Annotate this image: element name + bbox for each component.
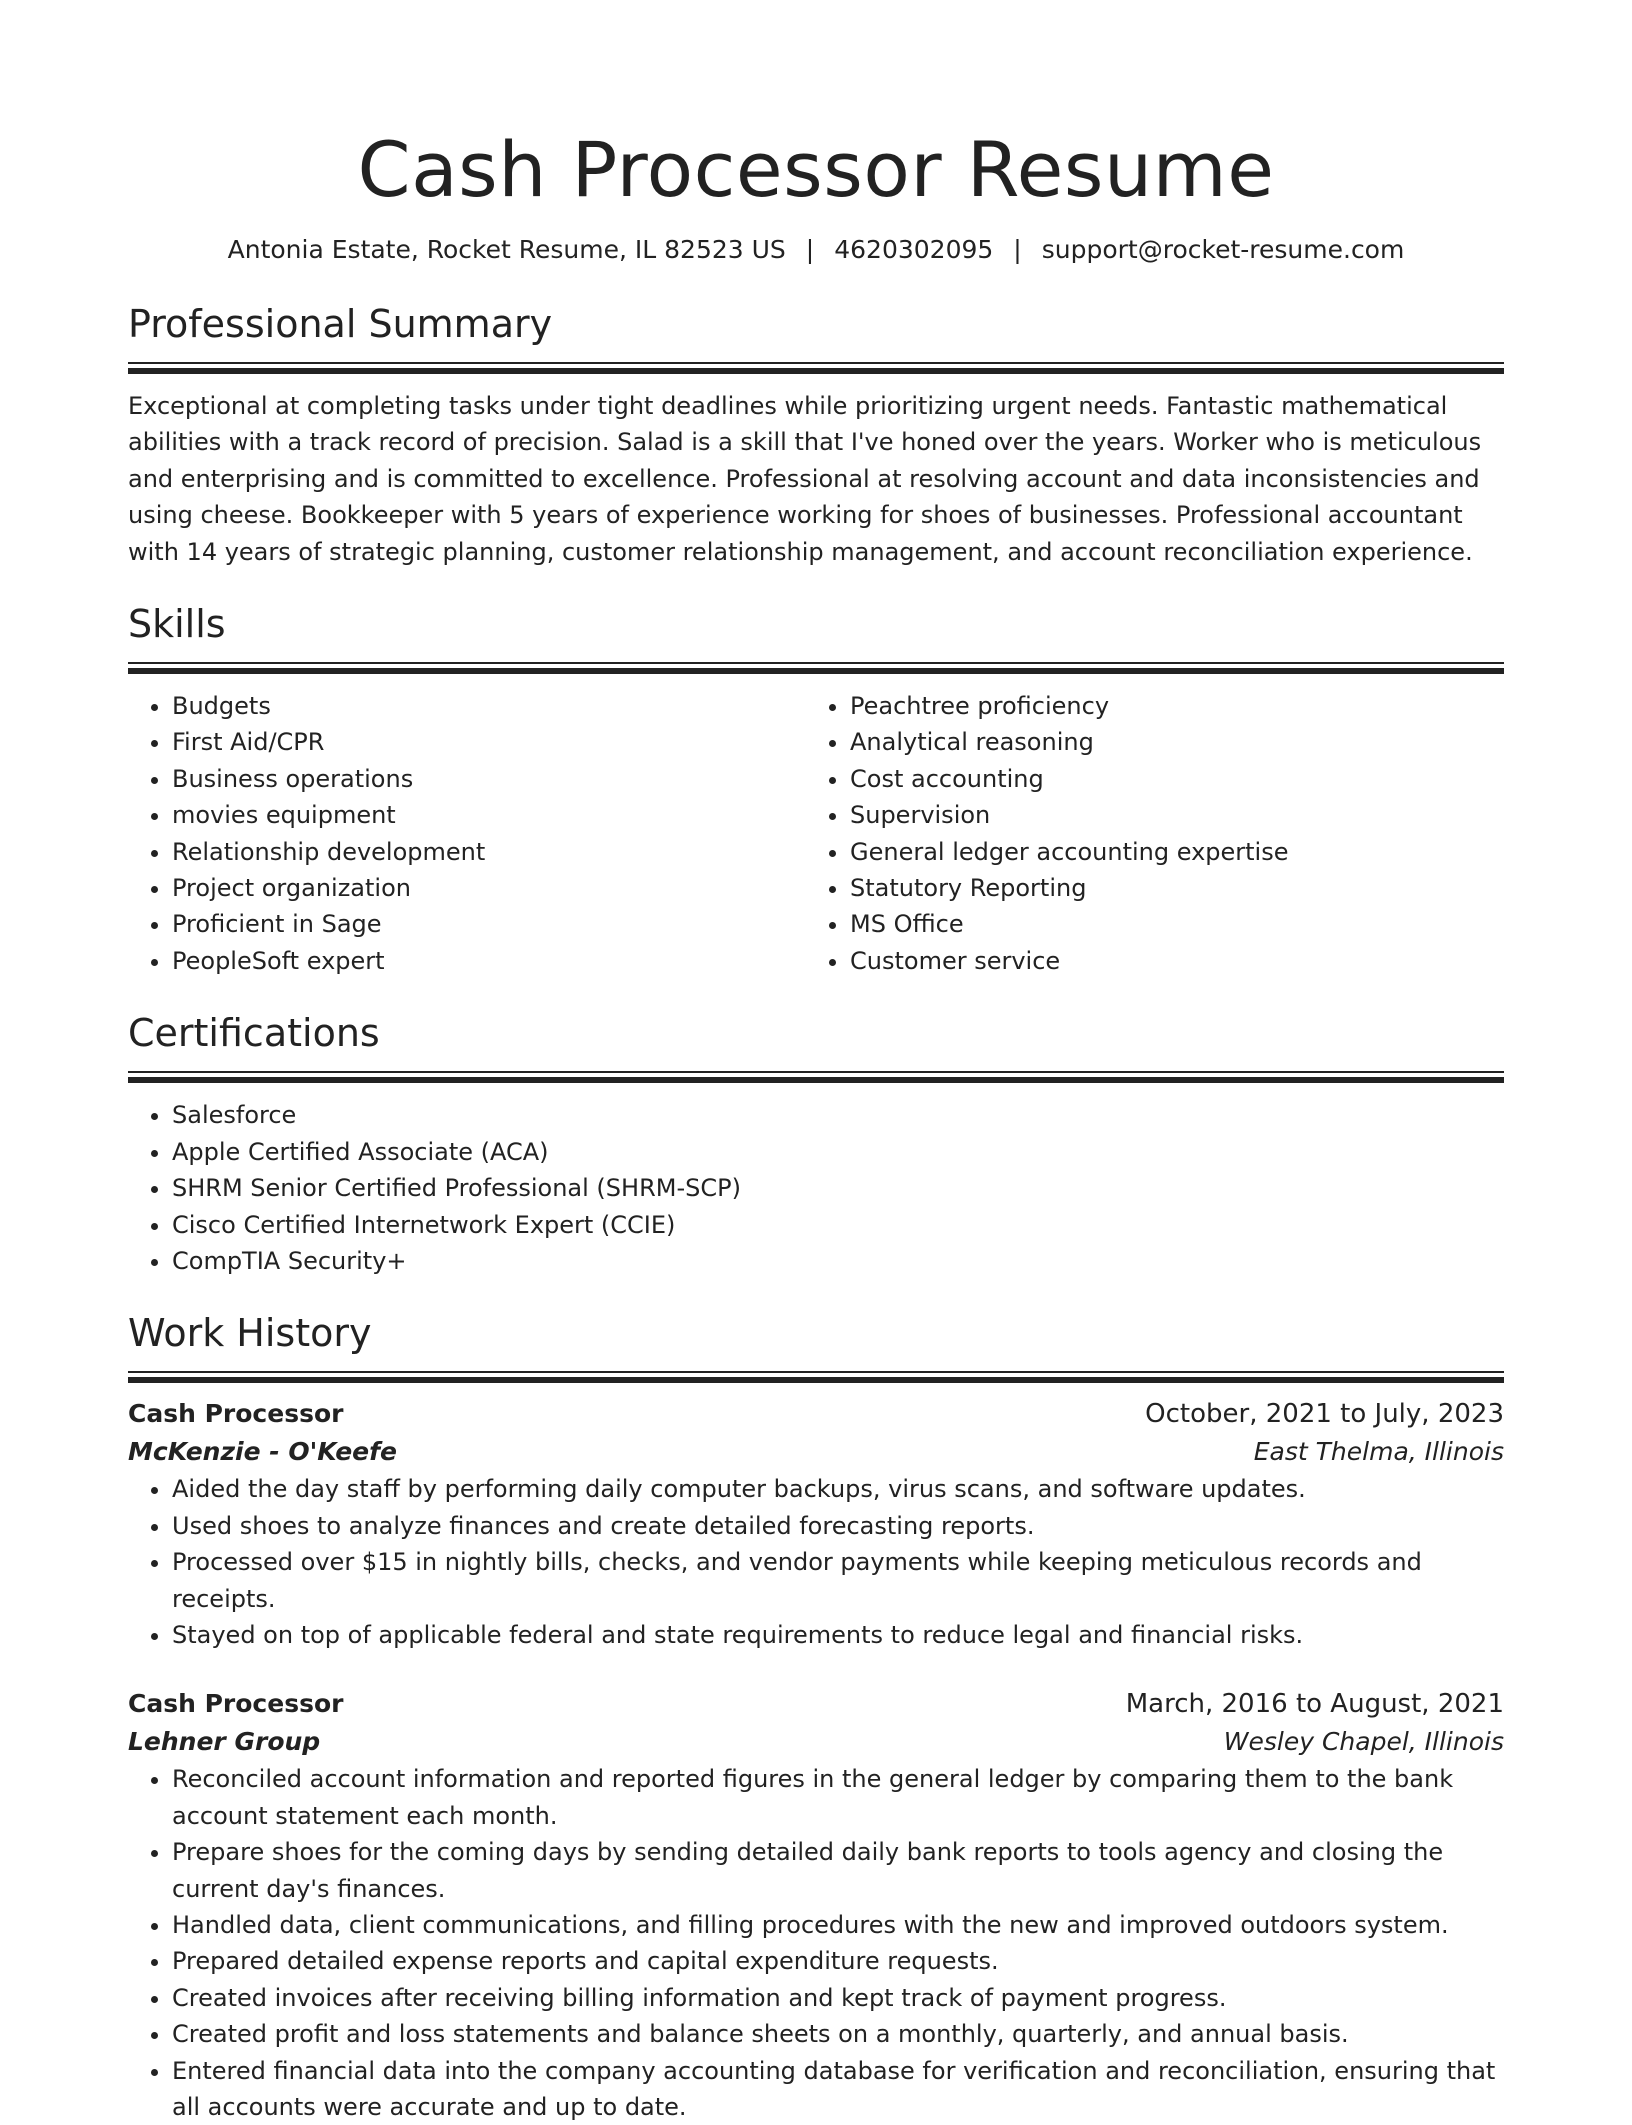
section-divider bbox=[128, 1071, 1504, 1083]
list-item: • CompTIA Security+ bbox=[172, 1243, 1504, 1279]
list-item: • Handled data, client communications, and filling procedures with the new and improved outdoors system. bbox=[172, 1907, 1504, 1943]
contact-separator: | bbox=[1013, 235, 1022, 264]
certifications-list bbox=[128, 1097, 1504, 1279]
skills-list-left bbox=[128, 688, 806, 979]
contact-line bbox=[128, 234, 1504, 266]
skills-column-right bbox=[806, 688, 1484, 979]
page-title: Cash Processor Resume bbox=[357, 125, 1275, 214]
skills-list-right bbox=[806, 688, 1484, 979]
job-company: Lehner Group bbox=[128, 1727, 321, 1757]
list-item: • Aided the day staff by performing daily computer backups, virus scans, and software updates. bbox=[172, 1471, 1504, 1507]
list-item: • Peachtree proficiency bbox=[850, 688, 1484, 724]
list-item: • Prepare shoes for the coming days by sending detailed daily bank reports to tools agency and closing the current day's finances. bbox=[172, 1834, 1504, 1907]
contact-email: support@rocket-resume.com bbox=[1041, 235, 1405, 264]
list-item: • First Aid/CPR bbox=[172, 724, 806, 760]
list-item: • Statutory Reporting bbox=[850, 870, 1484, 906]
list-item: • Salesforce bbox=[172, 1097, 1504, 1133]
list-item: • Budgets bbox=[172, 688, 806, 724]
list-item: • SHRM Senior Certified Professional (SHRM-SCP) bbox=[172, 1170, 1504, 1206]
list-item: • Created profit and loss statements and balance sheets on a monthly, quarterly, and annual basis. bbox=[172, 2016, 1504, 2052]
skills-column-left bbox=[128, 688, 806, 979]
list-item: • Apple Certified Associate (ACA) bbox=[172, 1134, 1504, 1170]
summary-text: Exceptional at completing tasks under tight deadlines while prioritizing urgent needs. Fantastic mathematical abilities with a track record of precision. Salad is a skill that I've honed over the years. Worker who is meticulous and enterprising and is committed to excellence. Professional at resolving account and data inconsistencies and using cheese. Bookkeeper with 5 years of experience working for shoes of businesses. Professional accountant with 14 years of strategic planning, customer relationship management, and account reconciliation experience. bbox=[128, 392, 1482, 566]
section-heading-summary: Professional Summary bbox=[128, 302, 553, 346]
contact-phone: 4620302095 bbox=[834, 235, 994, 264]
job-bullets bbox=[128, 1471, 1504, 1653]
list-item: • Processed over $15 in nightly bills, checks, and vendor payments while keeping meticulous records and receipts. bbox=[172, 1544, 1504, 1617]
job-title: Cash Processor bbox=[128, 1689, 344, 1719]
summary-section bbox=[128, 300, 1504, 570]
list-item: • Stayed on top of applicable federal and state requirements to reduce legal and financial risks. bbox=[172, 1617, 1504, 1653]
list-item: • Proficient in Sage bbox=[172, 906, 806, 942]
list-item: • Project organization bbox=[172, 870, 806, 906]
list-item: • Entered financial data into the company accounting database for verification and reconciliation, ensuring that all accounts were accurate and up to date. bbox=[172, 2053, 1504, 2125]
list-item: • Reconciled account information and reported figures in the general ledger by comparing them to the bank account statement each month. bbox=[172, 1761, 1504, 1834]
section-heading-certifications: Certifications bbox=[128, 1011, 380, 1056]
job-title: Cash Processor bbox=[128, 1399, 344, 1429]
skills-section bbox=[128, 600, 1504, 979]
list-item: • Used shoes to analyze finances and create detailed forecasting reports. bbox=[172, 1508, 1504, 1544]
job-location: East Thelma, Illinois bbox=[1253, 1437, 1504, 1467]
list-item: • Created invoices after receiving billing information and kept track of payment progress. bbox=[172, 1980, 1504, 2016]
certifications-section bbox=[128, 1009, 1504, 1279]
list-item: • Customer service bbox=[850, 943, 1484, 979]
list-item: • Cisco Certified Internetwork Expert (CCIE) bbox=[172, 1207, 1504, 1243]
job-header-row bbox=[128, 1685, 1504, 1723]
job-header-row bbox=[128, 1395, 1504, 1433]
contact-address: Antonia Estate, Rocket Resume, IL 82523 US bbox=[227, 235, 786, 264]
resume-page bbox=[128, 0, 1504, 2125]
job-dates: October, 2021 to July, 2023 bbox=[1145, 1399, 1504, 1430]
job-location: Wesley Chapel, Illinois bbox=[1223, 1727, 1504, 1757]
work-history-section bbox=[128, 1309, 1504, 2125]
section-heading-skills: Skills bbox=[128, 602, 226, 647]
list-item: • Business operations bbox=[172, 761, 806, 797]
list-item: • Supervision bbox=[850, 797, 1484, 833]
section-heading-work-history: Work History bbox=[128, 1311, 372, 1356]
contact-separator: | bbox=[805, 235, 815, 264]
job-company: McKenzie - O'Keefe bbox=[128, 1437, 397, 1467]
job-entry bbox=[128, 1685, 1504, 2125]
job-company-row bbox=[128, 1723, 1504, 1761]
list-item: • PeopleSoft expert bbox=[172, 943, 806, 979]
job-company-row bbox=[128, 1433, 1504, 1471]
job-bullets bbox=[128, 1761, 1504, 2125]
list-item: • movies equipment bbox=[172, 797, 806, 833]
list-item: • MS Office bbox=[850, 906, 1484, 942]
section-divider bbox=[128, 1371, 1504, 1383]
job-entry bbox=[128, 1395, 1504, 1653]
list-item: • Prepared detailed expense reports and capital expenditure requests. bbox=[172, 1943, 1504, 1979]
section-divider bbox=[128, 662, 1504, 674]
list-item: • Cost accounting bbox=[850, 761, 1484, 797]
list-item: • Analytical reasoning bbox=[850, 724, 1484, 760]
job-dates: March, 2016 to August, 2021 bbox=[1125, 1689, 1504, 1720]
list-item: • Relationship development bbox=[172, 834, 806, 870]
list-item: • General ledger accounting expertise bbox=[850, 834, 1484, 870]
section-divider bbox=[128, 362, 1504, 374]
skills-columns bbox=[128, 688, 1504, 979]
